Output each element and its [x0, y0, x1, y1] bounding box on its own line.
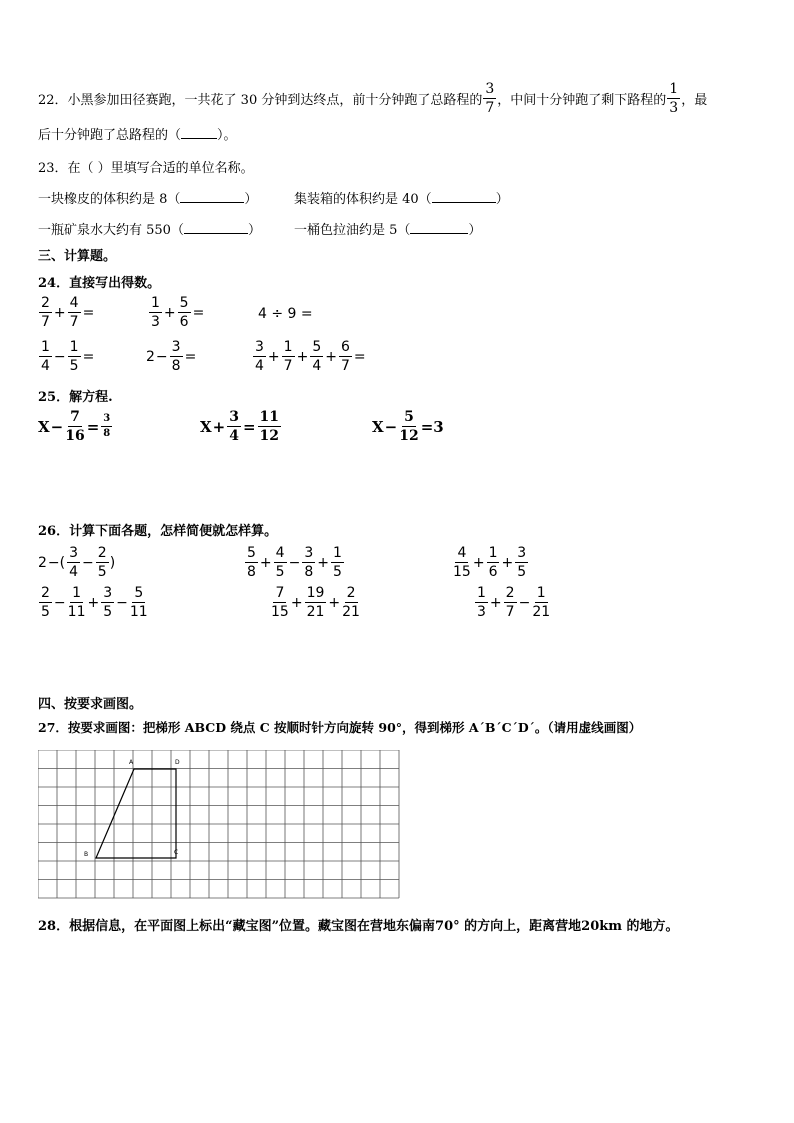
- q26-expr-6: $\frac{1}{3}$ + $\frac{2}{7}$ − $\frac{1}{21}$: [477, 585, 551, 620]
- q23-title: 23．在（ ）里填写合适的单位名称。: [38, 161, 254, 176]
- q24-expr-4: $\frac{1}{4}$ − $\frac{1}{5}$ =: [41, 339, 95, 374]
- trapezoid-abcd: [96, 769, 179, 858]
- q24-expr-3: 4 ÷ 9 =: [258, 306, 313, 322]
- q28-title: 28．根据信息，在平面图上标出“藏宝图”位置。藏宝图在营地东偏南70° 的方向上，距离营地20km 的地方。: [38, 919, 679, 934]
- q23-item-3: 一瓶矿泉水大约有 550（ ）: [38, 223, 261, 238]
- point-label-a: A: [129, 759, 134, 766]
- answer-blank[interactable]: [410, 233, 468, 234]
- section-4-heading: 四、按要求画图。: [38, 697, 143, 712]
- answer-blank[interactable]: [432, 202, 496, 203]
- point-label-d: D: [175, 759, 180, 766]
- q25-equation-2: X + $\frac{3}{4}$ = $\frac{11}{12}$: [200, 409, 280, 444]
- q26-expr-4: $\frac{2}{5}$ − $\frac{1}{11}$ + $\frac{3}{5}$ − $\frac{5}{11}$: [41, 585, 148, 620]
- q26-expr-1: 2 −( $\frac{3}{4}$ − $\frac{2}{5}$ ): [38, 545, 116, 580]
- q23-item-1: 一块橡皮的体积约是 8（ ）: [38, 192, 258, 207]
- q24-expr-6: $\frac{3}{4}$ + $\frac{1}{7}$ + $\frac{5}{4}$ + $\frac{6}{7}$ =: [255, 339, 366, 374]
- q22-text-part1: 小黑参加田径赛跑，一共花了 30 分钟到达终点，前十分钟跑了总路程的: [67, 93, 483, 108]
- answer-blank[interactable]: [184, 233, 248, 234]
- q27-drawing-grid[interactable]: [38, 750, 400, 900]
- q24-expr-2: $\frac{1}{3}$ + $\frac{5}{6}$ =: [151, 295, 205, 330]
- q26-title: 26．计算下面各题，怎样简便就怎样算。: [38, 524, 278, 539]
- q26-expr-2: $\frac{5}{8}$ + $\frac{4}{5}$ − $\frac{3}{8}$ + $\frac{1}{5}$: [247, 545, 342, 580]
- q22-line1: [38, 82, 707, 115]
- q25-equation-1: X − $\frac{7}{16}$ = $\frac{3}{8}$: [38, 409, 111, 444]
- q22-fraction-2: $\frac{1}{3}$: [669, 81, 679, 116]
- q22-line2: 后十分钟跑了总路程的（ ）。: [38, 128, 237, 143]
- q22-text-part2: ，中间十分钟跑了剩下路程的: [497, 93, 667, 108]
- section-3-heading: 三、计算题。: [38, 249, 117, 264]
- q26-expr-3: $\frac{4}{15}$ + $\frac{1}{6}$ + $\frac{3}{5}$: [453, 545, 527, 580]
- q23-item-2: 集装箱的体积约是 40（ ）: [294, 192, 509, 207]
- q27-title: 27．按要求画图：把梯形 ABCD 绕点 C 按顺时针方向旋转 90°，得到梯形 A´B´C´D´。（请用虚线画图）: [38, 720, 642, 735]
- q24-expr-5: 2 − $\frac{3}{8}$ =: [146, 339, 197, 374]
- q22-answer-blank[interactable]: [181, 138, 217, 139]
- q26-expr-5: $\frac{7}{15}$ + $\frac{19}{21}$ + $\frac{2}{21}$: [271, 585, 360, 620]
- q25-title: 25．解方程.: [38, 390, 113, 405]
- q22-number: 22．: [38, 93, 68, 108]
- q24-expr-1: $\frac{2}{7}$ + $\frac{4}{7}$ =: [41, 295, 95, 330]
- q22-fraction-1: $\frac{3}{7}$: [485, 81, 495, 116]
- point-label-b: B: [84, 851, 89, 858]
- q24-title: 24．直接写出得数。: [38, 276, 161, 291]
- q25-equation-3: X − $\frac{5}{12}$ =3: [372, 409, 444, 444]
- point-label-c: C: [174, 849, 179, 856]
- q23-item-4: 一桶色拉油约是 5（ ）: [294, 223, 482, 238]
- answer-blank[interactable]: [180, 202, 244, 203]
- q22-text-part3: ，最: [681, 93, 708, 108]
